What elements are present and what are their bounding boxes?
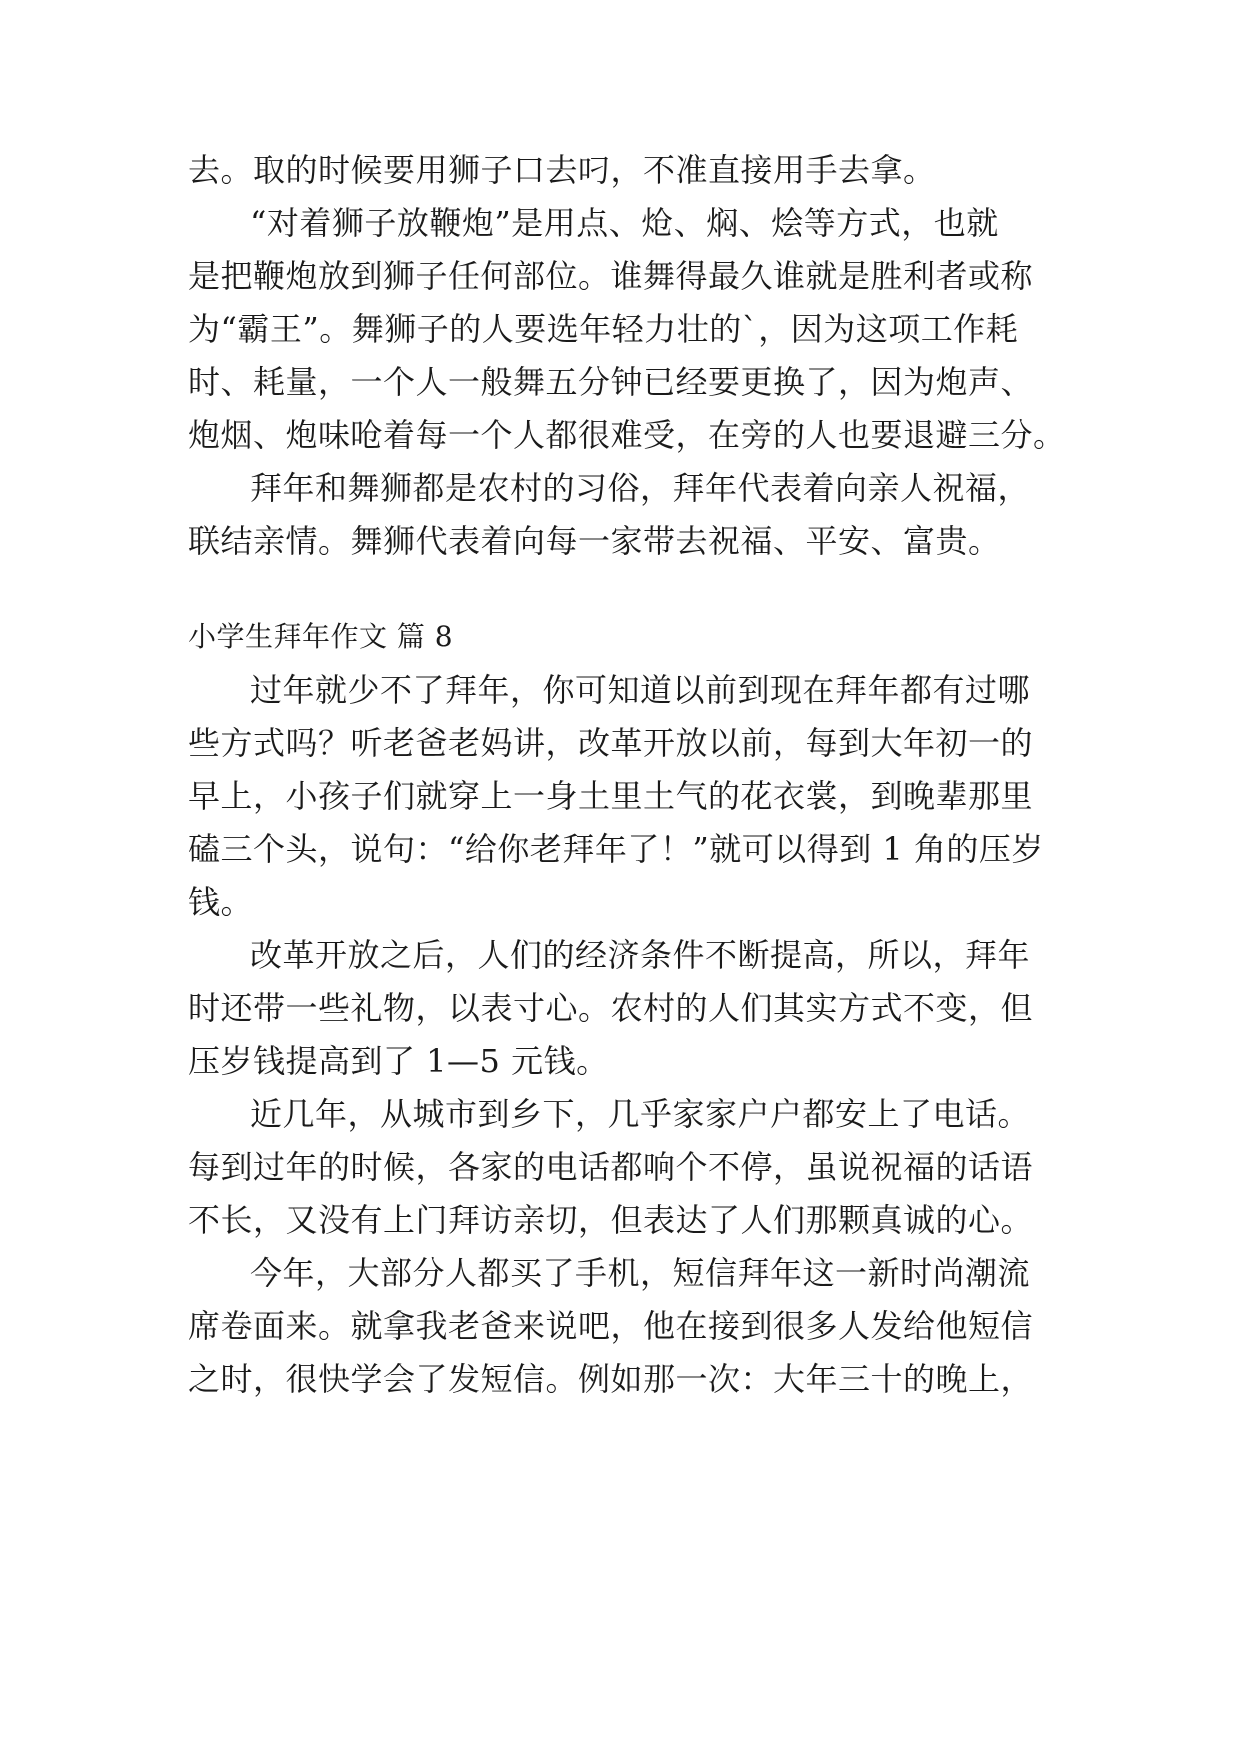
text-line: 磕三个头，说句：“给你老拜年了！”就可以得到 1 角的压岁 [188,830,1044,868]
text-line: 些方式吗？听老爸老妈讲，改革开放以前，每到大年初一的 [188,724,1034,762]
text-line: 钱。 [188,883,254,921]
section-heading: 小学生拜年作文 篇 8 [188,620,454,653]
text-line: 时、耗量，一个人一般舞五分钟已经要更换了，因为炮声、 [188,363,1034,401]
text-line: 拜年和舞狮都是农村的习俗，拜年代表着向亲人祝福， [250,469,1031,507]
text-line: 近几年，从城市到乡下，几乎家家户户都安上了电话。 [250,1095,1031,1133]
text-line: 今年，大部分人都买了手机，短信拜年这一新时尚潮流 [250,1254,1031,1292]
text-line: 改革开放之后，人们的经济条件不断提高，所以，拜年 [250,936,1031,974]
text-line: 过年就少不了拜年，你可知道以前到现在拜年都有过哪 [250,671,1031,709]
text-line: “对着狮子放鞭炮”是用点、炝、焖、烩等方式，也就 [250,204,999,242]
text-line: 炮烟、炮味呛着每一个人都很难受，在旁的人也要退避三分。 [188,416,1066,454]
text-line: 时还带一些礼物，以表寸心。农村的人们其实方式不变，但 [188,989,1034,1027]
text-line: 为“霸王”。舞狮子的人要选年轻力壮的`，因为这项工作耗 [188,310,1019,348]
text-line: 早上，小孩子们就穿上一身土里土气的花衣裳，到晚辈那里 [188,777,1034,815]
text-line: 是把鞭炮放到狮子任何部位。谁舞得最久谁就是胜利者或称 [188,257,1034,295]
text-line: 联结亲情。舞狮代表着向每一家带去祝福、平安、富贵。 [188,522,1001,560]
text-line: 之时，很快学会了发短信。例如那一次：大年三十的晚上， [188,1360,1034,1398]
text-line: 席卷面来。就拿我老爸来说吧，他在接到很多人发给他短信 [188,1307,1034,1345]
text-line: 每到过年的时候，各家的电话都响个不停，虽说祝福的话语 [188,1148,1034,1186]
text-line: 不长，又没有上门拜访亲切，但表达了人们那颗真诚的心。 [188,1201,1034,1239]
text-line: 压岁钱提高到了 1—5 元钱。 [188,1042,609,1080]
text-line: 去。取的时候要用狮子口去叼，不准直接用手去拿。 [188,151,936,189]
